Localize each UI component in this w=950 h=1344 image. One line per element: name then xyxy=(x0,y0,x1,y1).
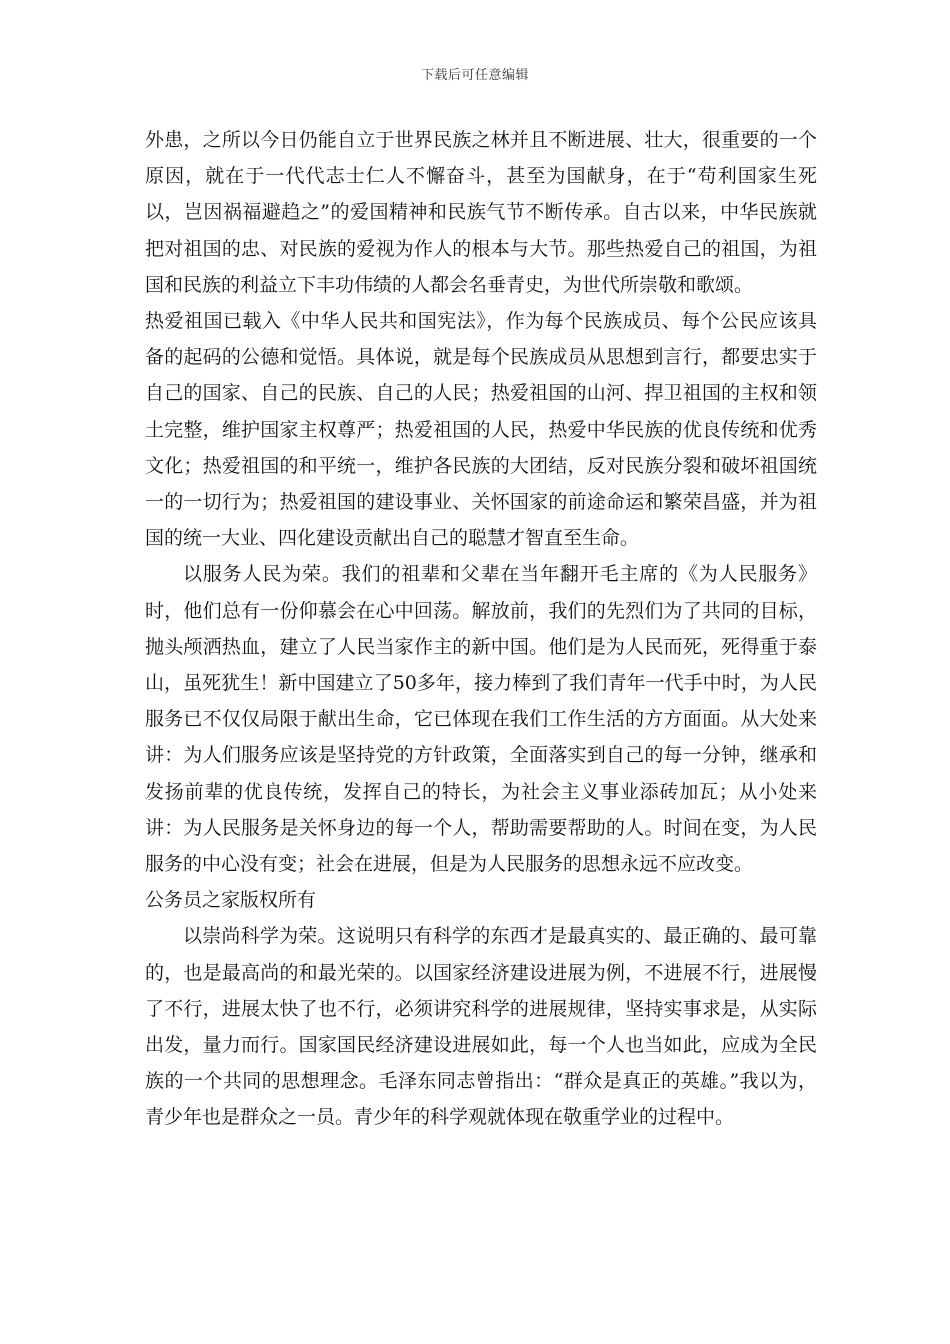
paragraph-copyright-note: 公务员之家版权所有 xyxy=(145,889,317,912)
paragraph-patriotism-constitution: 热爱祖国已载入《中华人民共和国宪法》，作为每个民族成员、每个公民应该具备的起码的公德和觉悟。具体说，就是每个民族成员从思想到言行，都要忠实于自己的国家、自己的民族、自己的人民；热爱祖国的山河、捍卫祖国的主权和领土完整，维护国家主权尊严；热爱祖国的人民，热爱中华民族的优良传统和优秀文化；热爱祖国的和平统一，维护各民族的大团结，反对民族分裂和破坏祖国统一的一切行为；热爱祖国的建设事业、关怀国家的前途命运和繁荣昌盛，并为祖国的统一大业、四化建设贡献出自己的聪慧才智直至生命。 xyxy=(145,310,817,550)
page-header-note: 下载后可任意编辑 xyxy=(420,68,529,83)
paragraph-serve-people: 以服务人民为荣。我们的祖辈和父辈在当年翻开毛主席的《为人民服务》时，他们总有一份仰慕会在心中回荡。解放前，我们的先烈们为了共同的目标，抛头颅洒热血，建立了人民当家作主的新中国。他们是为人民而死，死得重于泰山，虽死犹生！新中国建立了50多年，接力棒到了我们青年一代手中时，为人民服务已不仅仅局限于献出生命，它已体现在我们工作生活的方方面面。从大处来讲：为人们服务应该是坚持党的方针政策，全面落实到自己的每一分钟，继承和发扬前辈的优良传统，发挥自己的特长，为社会主义事业添砖加瓦；从小处来讲：为人民服务是关怀身边的每一个人，帮助需要帮助的人。时间在变，为人民服务的中心没有变；社会在进展，但是为人民服务的思想永远不应改变。 xyxy=(145,563,817,876)
paragraph-patriotism-history: 外患，之所以今日仍能自立于世界民族之林并且不断进展、壮大，很重要的一个原因，就在于一代代志士仁人不懈奋斗，甚至为国献身，在于“苟利国家生死以，岂因祸福避趋之”的爱国精神和民族气节不断传承。自古以来，中华民族就把对祖国的忠、对民族的爱视为作人的根本与大节。那些热爱自己的祖国，为祖国和民族的利益立下丰功伟绩的人都会名垂青史，为世代所崇敬和歌颂。 xyxy=(145,129,817,296)
document-body xyxy=(145,122,817,1136)
paragraph-advocate-science: 以崇尚科学为荣。这说明只有科学的东西才是最真实的、最正确的、最可靠的，也是最高尚的和最光荣的。以国家经济建设进展为例，不进展不行，进展慢了不行，进展太快了也不行，必须讲究科学的进展规律，坚持实事求是，从实际出发，量力而行。国家国民经济建设进展如此，每一个人也当如此，应成为全民族的一个共同的思想理念。毛泽东同志曾指出：“群众是真正的英雄。”我以为，青少年也是群众之一员。青少年的科学观就体现在敬重学业的过程中。 xyxy=(145,925,817,1129)
